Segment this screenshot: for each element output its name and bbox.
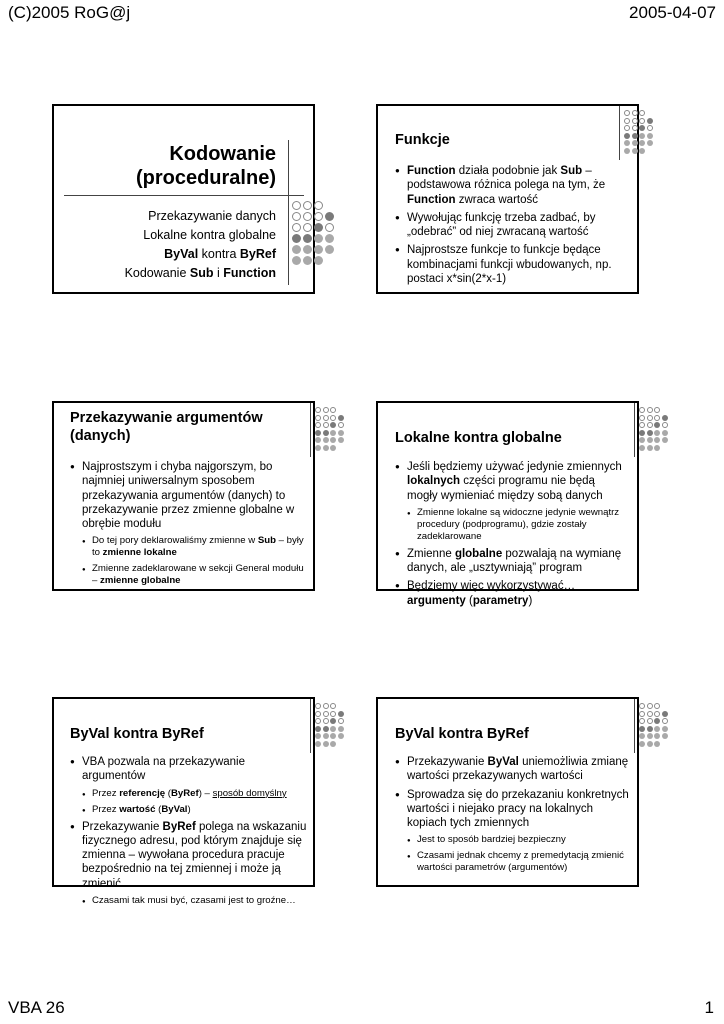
decor-dot <box>662 733 668 739</box>
bullet-item <box>395 579 627 608</box>
text: ) – <box>198 787 213 799</box>
decor-dot <box>314 256 323 265</box>
text-bold: lokalnych <box>407 475 461 488</box>
bullet-item: ● Najprostszym i chyba najgorszym, bo najmniej uniwersalnym sposobem przekazywania argumentów (danych) to przekazywanie przez zmienne globalne w obrębie modułu <box>70 460 310 531</box>
decor-dot <box>330 437 336 443</box>
bullet-item <box>395 460 627 503</box>
decor-vertical-line <box>634 403 635 457</box>
decor-dot <box>292 234 301 243</box>
text: Przez <box>92 787 120 799</box>
decor-dot <box>632 110 638 116</box>
header-copyright: (C)2005 RoG@j <box>8 3 131 22</box>
heading-line-1: Przekazywanie argumentów <box>70 410 263 426</box>
decor-dot <box>647 422 653 428</box>
text-bold: Function <box>223 266 276 280</box>
decor-dot <box>330 445 336 451</box>
decor-dot <box>647 733 653 739</box>
slide-heading: ByVal kontra ByRef <box>395 726 529 742</box>
sub-bullet-item <box>82 563 310 587</box>
decor-dot <box>639 148 645 154</box>
bullet-item <box>395 164 625 207</box>
decor-dot <box>323 733 329 739</box>
text: zwraca wartość <box>455 193 538 206</box>
decor-dot <box>315 415 321 421</box>
decor-dot <box>330 741 336 747</box>
text: – były to <box>92 535 304 559</box>
text-bold: zmienne lokalne <box>102 547 177 559</box>
text-bold: globalne <box>454 547 503 560</box>
decor-dot <box>323 703 329 709</box>
decor-dot <box>330 430 336 436</box>
decor-dot <box>647 718 653 724</box>
decor-dot <box>654 422 660 428</box>
text: ) <box>528 594 533 607</box>
text-bold: wartość <box>119 803 156 815</box>
sub-bullet-item: ● Zmienne lokalne są widoczne jedynie wewnątrz procedury (podprogramu), gdzie zostały zadeklarowane <box>407 507 627 543</box>
decor-dot <box>632 133 638 139</box>
decor-dot <box>647 703 653 709</box>
header-date: 2005-04-07 <box>629 3 716 22</box>
decor-dot <box>338 711 344 717</box>
decor-dot <box>303 245 312 254</box>
decor-dot <box>323 437 329 443</box>
decor-dot <box>647 415 653 421</box>
decor-dot <box>303 223 312 232</box>
text-bold: Function <box>407 165 456 177</box>
slide-body <box>70 460 310 591</box>
text: kontra <box>198 247 240 261</box>
text: Do tej pory deklarowaliśmy zmienne w <box>92 535 258 547</box>
decor-dot <box>624 133 630 139</box>
decor-dot <box>323 445 329 451</box>
slide-funkcje[interactable] <box>376 104 639 294</box>
decor-dot <box>662 718 668 724</box>
text: Kodowanie <box>124 266 190 280</box>
decor-dot <box>647 445 653 451</box>
decor-dot <box>639 741 645 747</box>
decor-horizontal-line <box>64 195 304 196</box>
decor-dot <box>303 201 312 210</box>
decor-dot <box>330 718 336 724</box>
decor-dot <box>639 110 645 116</box>
text: części programu nie będą mogły wymieniać między sobą danych <box>407 475 603 502</box>
decor-dot <box>639 711 645 717</box>
decor-dot <box>662 726 668 732</box>
decor-dot <box>647 140 653 146</box>
slide-heading: ByVal kontra ByRef <box>70 726 204 742</box>
decor-dot <box>639 133 645 139</box>
decor-dot <box>315 422 321 428</box>
decor-dot <box>323 407 329 413</box>
decor-dot <box>632 148 638 154</box>
text: polega na wskazaniu fizycznego adresu, pod którym znajduje się zmienna – wywołana procedura pracuje bezpośrednio na tej zmiennej i może ją zmienić <box>82 820 307 890</box>
outline-item: Lokalne kontra globalne <box>143 228 276 242</box>
slide-title-heading <box>136 142 276 190</box>
decor-dot <box>314 201 323 210</box>
decor-dot <box>315 741 321 747</box>
text: ( <box>155 803 162 815</box>
decor-dot <box>647 741 653 747</box>
text-bold: ByVal <box>161 803 188 815</box>
decor-dot <box>315 445 321 451</box>
decor-dot-grid <box>292 201 334 265</box>
decor-dot <box>338 422 344 428</box>
decor-dot <box>314 234 323 243</box>
decor-dot <box>323 718 329 724</box>
decor-dot <box>323 711 329 717</box>
decor-dot <box>292 256 301 265</box>
slide-heading: Funkcje <box>395 132 450 148</box>
decor-dot <box>624 148 630 154</box>
bullet-item <box>70 820 310 891</box>
decor-dot-grid <box>624 110 653 154</box>
decor-dot <box>338 430 344 436</box>
outline-list <box>125 207 276 283</box>
decor-dot <box>639 445 645 451</box>
decor-dot <box>639 703 645 709</box>
title-line-1: Kodowanie <box>169 143 276 165</box>
decor-dot <box>662 430 668 436</box>
decor-dot <box>338 718 344 724</box>
decor-dot <box>639 726 645 732</box>
bullet-item <box>395 755 635 784</box>
title-line-2: (proceduralne) <box>135 167 276 189</box>
decor-dot <box>654 726 660 732</box>
decor-vertical-line <box>619 106 620 160</box>
decor-dot <box>639 407 645 413</box>
text-bold: Sub <box>189 266 214 280</box>
slide-body <box>395 755 635 878</box>
sub-bullet-item: ● Czasami jednak chcemy z premedytacją zmienić wartości parametrów (argumentów) <box>407 850 635 874</box>
decor-dot <box>639 422 645 428</box>
decor-dot <box>624 125 630 131</box>
decor-dot <box>662 711 668 717</box>
decor-dot <box>639 125 645 131</box>
decor-dot <box>314 245 323 254</box>
decor-dot <box>323 726 329 732</box>
decor-dot <box>647 711 653 717</box>
decor-dot <box>325 223 334 232</box>
decor-dot <box>330 726 336 732</box>
text: – podstawowa różnica polega na tym, że <box>407 165 606 192</box>
text: ( <box>465 594 473 607</box>
decor-dot <box>654 437 660 443</box>
decor-dot <box>647 118 653 124</box>
decor-dot <box>292 212 301 221</box>
text: Przez <box>92 803 120 815</box>
slide-byval-byref-2[interactable] <box>376 697 639 887</box>
decor-dot-grid <box>639 703 668 747</box>
text-bold: referencję <box>119 787 166 799</box>
slide-body <box>395 460 627 612</box>
decor-dot <box>314 223 323 232</box>
decor-dot <box>323 741 329 747</box>
decor-dot <box>315 711 321 717</box>
heading-line-2: (danych) <box>70 428 131 444</box>
decor-dot <box>315 718 321 724</box>
decor-dot <box>639 140 645 146</box>
text: ( <box>165 787 171 799</box>
decor-dot <box>632 125 638 131</box>
decor-dot <box>624 110 630 116</box>
decor-dot <box>292 245 301 254</box>
text-bold: Sub <box>560 165 583 177</box>
decor-dot <box>303 256 312 265</box>
text-bold: ByVal <box>164 247 199 261</box>
sub-bullet-item <box>82 535 310 559</box>
decor-vertical-line <box>634 699 635 753</box>
text-bold: ByRef <box>239 247 276 261</box>
decor-dot <box>647 125 653 131</box>
outline-item <box>125 264 276 283</box>
sub-bullet-item <box>82 804 310 816</box>
decor-dot <box>654 430 660 436</box>
decor-dot <box>325 212 334 221</box>
decor-dot <box>315 437 321 443</box>
decor-dot <box>330 415 336 421</box>
decor-dot <box>292 201 301 210</box>
decor-dot <box>632 118 638 124</box>
outline-item <box>125 245 276 264</box>
text: ) <box>187 803 191 815</box>
decor-dot <box>323 422 329 428</box>
slide-body <box>70 755 310 911</box>
text-bold: parametry <box>472 594 529 607</box>
text-bold: argumenty <box>407 594 466 607</box>
slide-heading: Lokalne kontra globalne <box>395 430 562 446</box>
decor-dot <box>338 437 344 443</box>
decor-dot <box>654 407 660 413</box>
bullet-item: ● Sprowadza się do przekazaniu konkretnych wartości i niejako pracy na lokalnych kopiach tych zmiennych <box>395 788 635 831</box>
decor-dot <box>330 407 336 413</box>
decor-dot <box>624 140 630 146</box>
decor-dot <box>647 437 653 443</box>
decor-dot <box>662 437 668 443</box>
decor-dot <box>323 430 329 436</box>
decor-dot <box>639 118 645 124</box>
decor-dot <box>654 711 660 717</box>
decor-dot <box>303 212 312 221</box>
text: Przekazywanie <box>407 756 488 768</box>
sub-bullet-item: ● Jest to sposób bardziej bezpieczny <box>407 834 635 846</box>
decor-dot <box>315 703 321 709</box>
decor-dot-grid <box>315 703 344 747</box>
slide-heading <box>70 409 310 445</box>
decor-dot <box>330 703 336 709</box>
bullet-item: ● Najprostsze funkcje to funkcje będące kombinacjami funkcji wbudowanych, np. postaci x*sin(2*x-1) <box>395 243 625 286</box>
sub-bullet-item <box>82 788 310 800</box>
text: Będziemy więc wykorzystywać… <box>407 580 576 593</box>
decor-dot <box>654 445 660 451</box>
outline-item: Przekazywanie danych <box>148 209 276 223</box>
decor-dot <box>654 703 660 709</box>
decor-dot <box>325 234 334 243</box>
slide-przekazywanie[interactable] <box>52 401 315 591</box>
bullet-item: ● Wywołując funkcję trzeba zadbać, by „odebrać” od niej zwracaną wartość <box>395 211 625 240</box>
footer-label: VBA 26 <box>8 998 65 1017</box>
slide-byval-byref-1[interactable] <box>52 697 315 907</box>
decor-dot <box>647 726 653 732</box>
text: Zmienne <box>407 547 455 560</box>
decor-dot <box>662 415 668 421</box>
decor-dot <box>330 711 336 717</box>
decor-dot <box>314 212 323 221</box>
decor-dot <box>315 430 321 436</box>
decor-vertical-line <box>288 140 289 285</box>
decor-dot <box>654 741 660 747</box>
decor-vertical-line <box>310 403 311 457</box>
footer-page-number: 1 <box>704 998 714 1017</box>
text-bold: ByVal <box>487 756 519 768</box>
slide-title[interactable] <box>52 104 315 294</box>
decor-dot <box>315 733 321 739</box>
text-bold: ByRef <box>170 787 199 799</box>
text: i <box>213 266 224 280</box>
text: działa podobnie jak <box>455 165 561 177</box>
sub-bullet-item: ● Czasami tak musi być, czasami jest to groźne… <box>82 895 310 907</box>
text: Jeśli będziemy używać jedynie zmiennych <box>407 461 622 473</box>
decor-dot <box>303 234 312 243</box>
text-bold: Function <box>407 193 456 206</box>
decor-dot <box>639 415 645 421</box>
slide-body <box>395 164 625 290</box>
decor-dot <box>654 718 660 724</box>
decor-dot <box>325 245 334 254</box>
decor-dot <box>639 718 645 724</box>
text-underlined: sposób domyślny <box>212 787 287 799</box>
decor-dot <box>662 422 668 428</box>
decor-dot <box>338 415 344 421</box>
decor-dot-grid <box>315 407 344 451</box>
text: pozwalają na wymianę danych, ale „usztywniają” program <box>407 547 622 575</box>
decor-dot <box>639 733 645 739</box>
decor-dot <box>338 733 344 739</box>
slide-lokalne-globalne[interactable] <box>376 401 639 607</box>
decor-dot <box>647 430 653 436</box>
text: uniemożliwia zmianę wartości przekazywanych wartości <box>407 756 629 783</box>
decor-dot <box>647 407 653 413</box>
bullet-item <box>395 547 627 576</box>
decor-dot <box>624 118 630 124</box>
text: Przekazywanie <box>82 820 163 833</box>
decor-dot <box>647 133 653 139</box>
decor-dot <box>315 726 321 732</box>
decor-dot <box>330 733 336 739</box>
decor-dot <box>315 407 321 413</box>
decor-dot <box>654 733 660 739</box>
decor-dot <box>323 415 329 421</box>
bullet-item: ● VBA pozwala na przekazywanie argumentów <box>70 755 310 784</box>
decor-vertical-line <box>310 699 311 753</box>
decor-dot-grid <box>639 407 668 451</box>
decor-dot <box>338 726 344 732</box>
decor-dot <box>292 223 301 232</box>
decor-dot <box>654 415 660 421</box>
decor-dot <box>330 422 336 428</box>
text-bold: ByRef <box>162 820 196 833</box>
text: Zmienne zadeklarowane w sekcji General modułu – <box>92 563 304 587</box>
decor-dot <box>639 437 645 443</box>
text-bold: zmienne globalne <box>100 575 181 587</box>
decor-dot <box>632 140 638 146</box>
decor-dot <box>639 430 645 436</box>
text-bold: Sub <box>257 535 276 547</box>
